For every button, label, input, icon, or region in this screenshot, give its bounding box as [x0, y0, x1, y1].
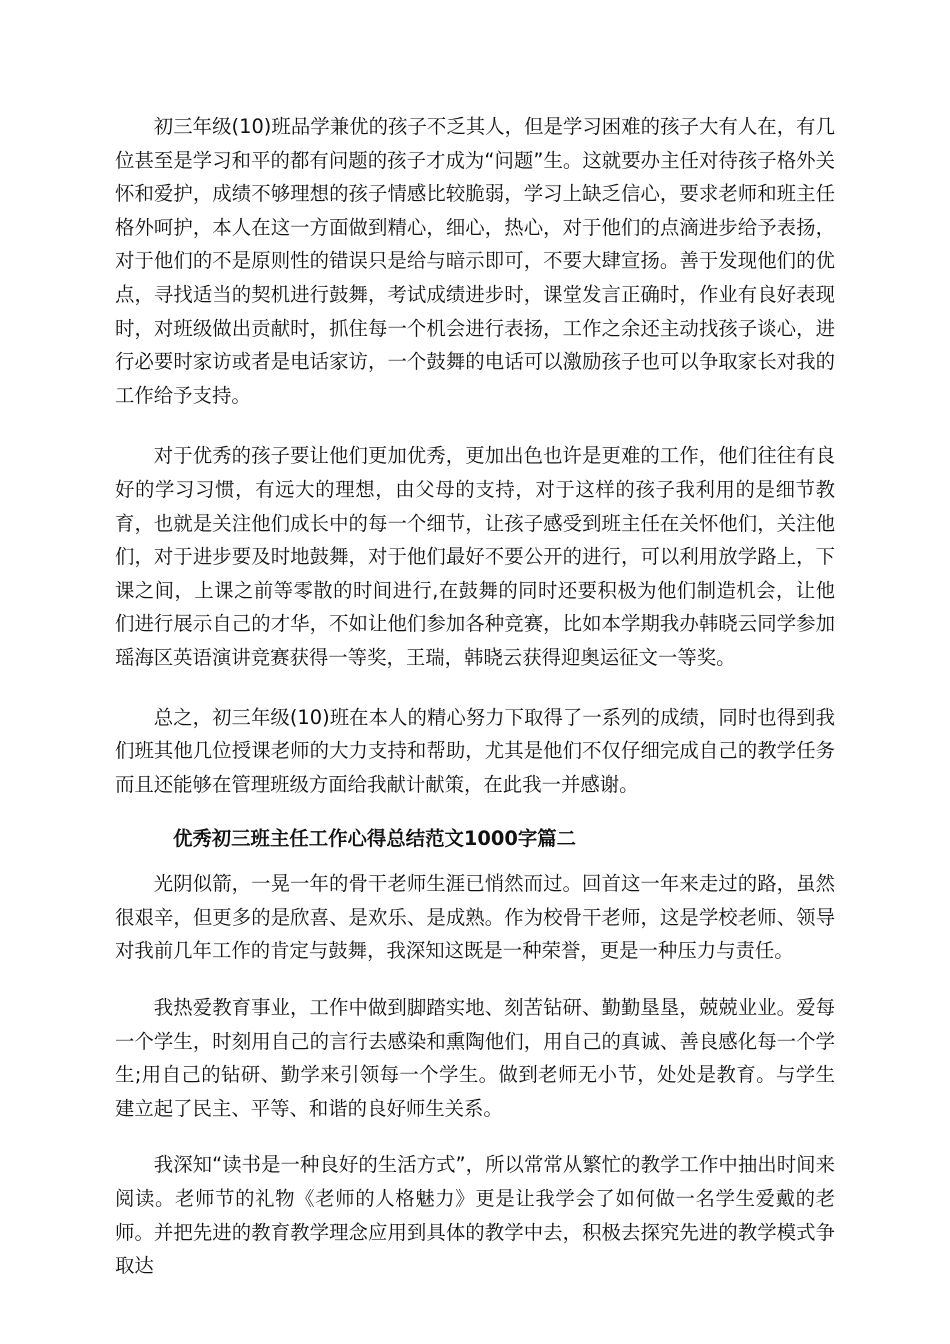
section-heading: 优秀初三班主任工作心得总结范文1000字篇二: [173, 827, 576, 851]
body-paragraph: 初三年级(10)班品学兼优的孩子不乏其人，但是学习困难的孩子大有人在，有几位甚至是学习和平的都有问题的孩子才成为“问题”生。这就要办主任对待孩子格外关怀和爱护，成绩不够理想的孩子情感比较脆弱，学习上缺乏信心，要求老师和班主任格外呵护，本人在这一方面做到精心，细心，热心，对于他们的点滴进步给予表扬，对于他们的不是原则性的错误只是给与暗示即可，不要大肆宣扬。善于发现他们的优点，寻找适当的契机进行鼓舞，考试成绩进步时，课堂发言正确时，作业有良好表现时，对班级做出贡献时，抓住每一个机会进行表扬，工作之余还主动找孩子谈心，进行必要时家访或者是电话家访，一个鼓舞的电话可以激励孩子也可以争取家长对我的工作给予支持。: [115, 115, 835, 407]
body-paragraph: 总之，初三年级(10)班在本人的精心努力下取得了一系列的成绩，同时也得到我们班其他几位授课老师的大力支持和帮助，尤其是他们不仅仔细完成自己的教学任务而且还能够在管理班级方面给我献计献策，在此我一并感谢。: [115, 705, 835, 796]
body-paragraph: 我深知“读书是一种良好的生活方式”，所以常常从繁忙的教学工作中抽出时间来阅读。老师节的礼物《老师的人格魅力》更是让我学会了如何做一名学生爱戴的老师。并把先进的教育教学理念应用到具体的教学中去，积极去探究先进的教学模式争取达: [115, 1153, 835, 1278]
document-page: [115, 110, 835, 1283]
body-paragraph: 我热爱教育事业，工作中做到脚踏实地、刻苦钻研、勤勤垦垦，兢兢业业。爱每一个学生，时刻用自己的言行去感染和熏陶他们，用自己的真诚、善良感化每一个学生;用自己的钻研、勤学来引领每一个学生。做到老师无小节，处处是教育。与学生建立起了民主、平等、和谐的良好师生关系。: [115, 996, 835, 1120]
body-paragraph: 光阴似箭，一晃一年的骨干老师生涯已悄然而过。回首这一年来走过的路，虽然很艰辛，但更多的是欣喜、是欢乐、是成熟。作为校骨干老师，这是学校老师、领导对我前几年工作的肯定与鼓舞，我深知这既是一种荣誉，更是一种压力与责任。: [115, 872, 835, 963]
body-paragraph: 对于优秀的孩子要让他们更加优秀，更加出色也许是更难的工作，他们往往有良好的学习习惯，有远大的理想，由父母的支持，对于这样的孩子我利用的是细节教育，也就是关注他们成长中的每一个细节，让孩子感受到班主任在关怀他们，关注他们，对于进步要及时地鼓舞，对于他们最好不要公开的进行，可以利用放学路上，下课之间，上课之前等零散的时间进行,在鼓舞的同时还要积极为他们制造机会，让他们进行展示自己的才华，不如让他们参加各种竞赛，比如本学期我办韩晓云同学参加瑶海区英语演讲竞赛获得一等奖，王瑞，韩晓云获得迎奥运征文一等奖。: [115, 444, 835, 669]
